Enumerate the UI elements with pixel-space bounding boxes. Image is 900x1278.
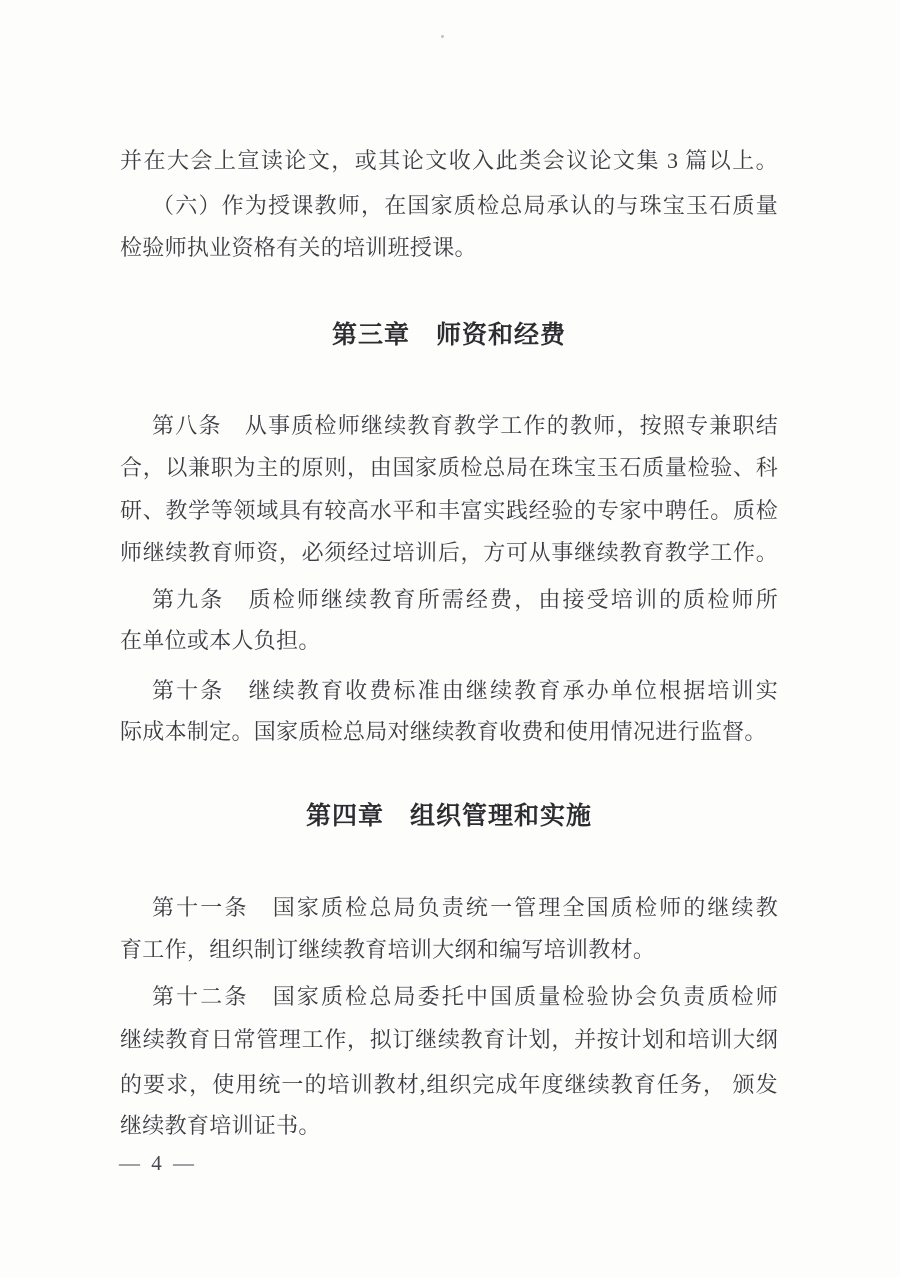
body-text-line: 在单位或本人负担。 [120, 628, 321, 653]
body-text-line: 继续教育日常管理工作，拟订继续教育计划，并按计划和培训大纲 [120, 1027, 778, 1052]
body-text-line: 第九条 质检师继续教育所需经费，由接受培训的质检师所 [152, 587, 778, 612]
body-text-line: 第十一条 国家质检总局负责统一管理全国质检师的继续教 [152, 895, 778, 920]
body-text-line: 合，以兼职为主的原则，由国家质检总局在珠宝玉石质量检验、科 [120, 455, 778, 480]
scan-speck [441, 35, 444, 38]
body-text-line: 第十二条 国家质检总局委托中国质量检验协会负责质检师 [152, 984, 778, 1009]
body-text-line: 第八条 从事质检师继续教育教学工作的教师，按照专兼职结 [152, 413, 778, 438]
body-text-line: 的要求，使用统一的培训教材,组织完成年度继续教育任务， 颁发 [120, 1072, 778, 1097]
chapter-heading-3: 第三章 师资和经费 [331, 321, 566, 349]
body-text-line: 检验师执业资格有关的培训班授课。 [120, 235, 477, 260]
chapter-heading-4: 第四章 组织管理和实施 [305, 802, 592, 830]
body-text-line: （六）作为授课教师，在国家质检总局承认的与珠宝玉石质量 [152, 193, 778, 218]
body-text-line: 并在大会上宣读论文，或其论文收入此类会议论文集 3 篇以上。 [120, 148, 778, 173]
body-text-line: 育工作，组织制订继续教育培训大纲和编写培训教材。 [120, 937, 656, 962]
body-text-line: 师继续教育师资，必须经过培训后，方可从事继续教育教学工作。 [120, 540, 778, 565]
body-text-line: 研、教学等领域具有较高水平和丰富实践经验的专家中聘任。质检 [120, 498, 778, 523]
body-text-line: 继续教育培训证书。 [120, 1113, 321, 1138]
body-text-line: 第十条 继续教育收费标准由继续教育承办单位根据培训实 [152, 678, 778, 703]
body-text-line: 际成本制定。国家质检总局对继续教育收费和使用情况进行监督。 [120, 719, 767, 744]
page-number: — 4 — [119, 1151, 197, 1175]
